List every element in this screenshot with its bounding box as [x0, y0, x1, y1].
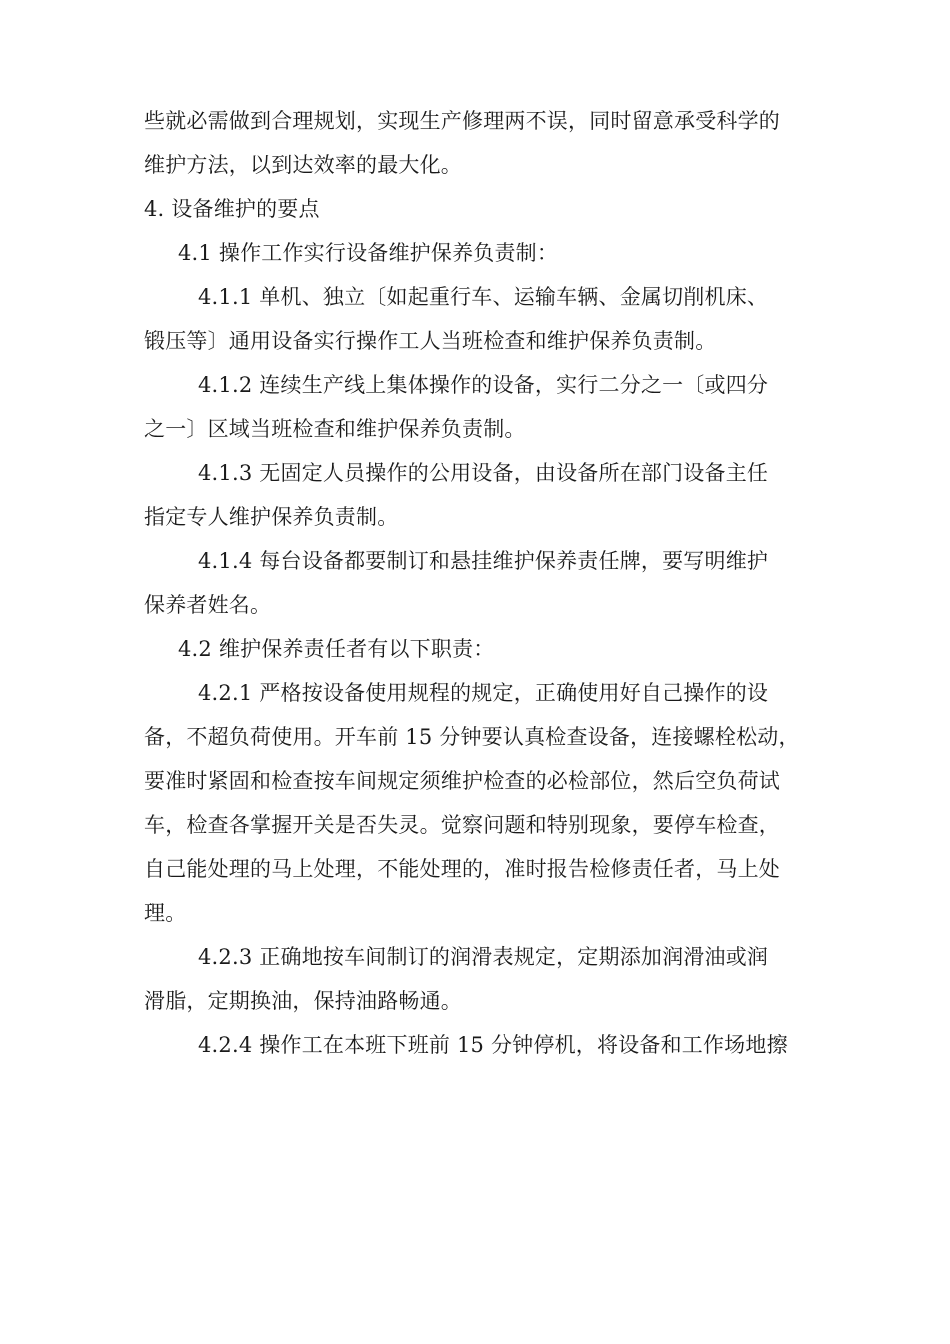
subsection-heading: 4.2 维护保养责任者有以下职责：	[178, 637, 495, 661]
subsection-heading: 4.1 操作工作实行设备维护保养负责制：	[178, 241, 559, 265]
clause-line: 之一〕区域当班检查和维护保养负责制。	[144, 417, 526, 441]
clause-line: 要准时紧固和检查按车间规定须维护检查的必检部位，然后空负荷试	[144, 769, 780, 793]
paragraph-line: 维护方法，以到达效率的最大化。	[144, 153, 462, 177]
clause-line: 备，不超负荷使用。开车前 15 分钟要认真检查设备，连接螺栓松动，	[144, 725, 800, 749]
clause-line: 4.2.4 操作工在本班下班前 15 分钟停机，将设备和工作场地擦	[198, 1033, 788, 1057]
clause-line: 锻压等〕通用设备实行操作工人当班检查和维护保养负责制。	[144, 329, 717, 353]
clause-line: 4.2.3 正确地按车间制订的润滑表规定，定期添加润滑油或润	[198, 945, 769, 969]
paragraph-line: 些就必需做到合理规划，实现生产修理两不误，同时留意承受科学的	[144, 109, 780, 133]
clause-line: 滑脂，定期换油，保持油路畅通。	[144, 989, 462, 1013]
clause-line: 4.2.1 严格按设备使用规程的规定，正确使用好自己操作的设	[198, 681, 769, 705]
clause-line: 4.1.2 连续生产线上集体操作的设备，实行二分之一〔或四分	[198, 373, 769, 397]
clause-line: 4.1.4 每台设备都要制订和悬挂维护保养责任牌，要写明维护	[198, 549, 769, 573]
document-body	[144, 99, 824, 1067]
clause-line: 保养者姓名。	[144, 593, 272, 617]
clause-line: 4.1.3 无固定人员操作的公用设备，由设备所在部门设备主任	[198, 461, 769, 485]
clause-line: 理。	[144, 901, 187, 925]
clause-line: 指定专人维护保养负责制。	[144, 505, 399, 529]
section-heading: 4. 设备维护的要点	[144, 197, 320, 221]
clause-line: 自己能处理的马上处理，不能处理的，准时报告检修责任者，马上处	[144, 857, 780, 881]
clause-line: 车，检查各掌握开关是否失灵。觉察问题和特别现象，要停车检查，	[144, 813, 780, 837]
clause-line: 4.1.1 单机、独立〔如起重行车、运输车辆、金属切削机床、	[198, 285, 769, 309]
